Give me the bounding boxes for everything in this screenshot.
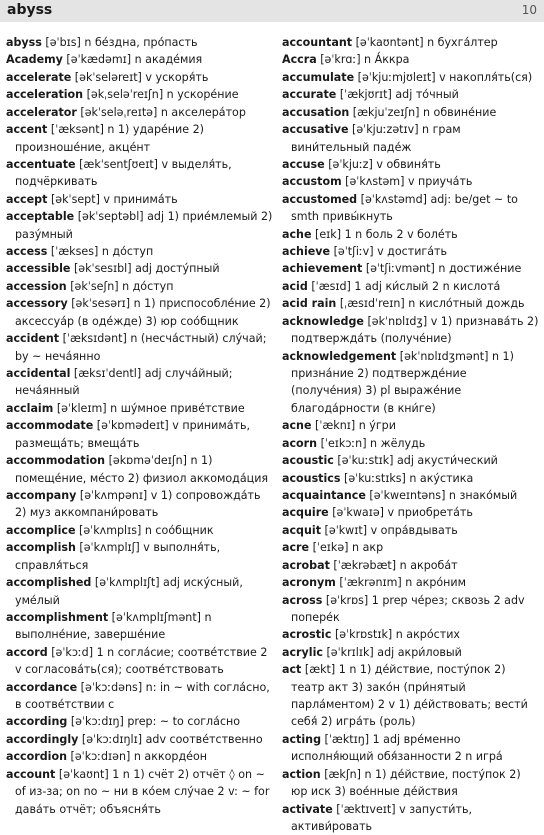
entry-definition: [əˈkʌmpənɪ] v 1) сопровожда́ть 2) муз аккомпани́ровать <box>15 488 261 520</box>
entry-headword: Academy <box>6 53 63 67</box>
dictionary-entry <box>282 348 540 418</box>
dictionary-entry <box>6 539 274 574</box>
dictionary-entry <box>6 156 274 191</box>
entry-headword: accomplish <box>6 541 76 555</box>
entry-headword: acrostic <box>282 628 332 642</box>
entry-definition: [əkˈsept] v принима́ть <box>47 192 178 206</box>
entry-definition: [ækjuˈzeɪʃn] n обвине́ние <box>349 105 497 119</box>
entry-definition: [əkˌseləˈreɪʃn] n ускоре́ние <box>83 88 239 102</box>
entry-headword: acclaim <box>6 401 54 415</box>
entry-headword: accuse <box>282 157 325 171</box>
dictionary-entry <box>6 766 274 818</box>
dictionary-entry <box>282 626 540 643</box>
entry-definition: [əˈkleɪm] n шу́мное приве́тствие <box>53 401 245 415</box>
dictionary-entry <box>6 679 274 714</box>
entry-definition: [ˈæksɪdənt] n (несча́стный) слу́чай; by ~ неча́янно <box>15 332 267 363</box>
dictionary-entry <box>282 156 540 173</box>
entry-definition: [əˈkɔːdɪŋ] prep: ~ to согла́сно <box>67 715 241 729</box>
dictionary-entry <box>282 121 540 156</box>
page-number: 10 <box>521 3 537 17</box>
entry-definition: [əˈkwaɪə] v приобрета́ть <box>328 506 473 520</box>
dictionary-entry <box>6 69 274 86</box>
entry-headword: achieve <box>282 245 331 259</box>
dictionary-entry <box>6 365 274 400</box>
dictionary-entry <box>282 557 540 574</box>
entry-headword: accustomed <box>282 192 358 206</box>
entry-definition: [əkˈseləreɪt] v ускоря́ть <box>71 70 209 84</box>
entry-headword: access <box>6 245 48 259</box>
entry-headword: account <box>6 767 56 781</box>
dictionary-entry <box>282 435 540 452</box>
dictionary-entry <box>6 574 274 609</box>
dictionary-entry <box>6 278 274 295</box>
entry-headword: acknowledgement <box>282 349 397 363</box>
dictionary-entry <box>6 609 274 644</box>
entry-definition: [ˌæsɪdˈreɪn] n кисло́тный дождь <box>336 297 525 311</box>
entry-definition: [əˈkjuːz] v обвиня́ть <box>324 157 441 171</box>
entry-definition: [əˈkuːstɪks] n аку́стика <box>340 471 474 485</box>
entry-definition: [əˈkrɪlɪk] adj акри́ловый <box>322 645 462 659</box>
dictionary-entry <box>282 243 540 260</box>
entry-headword: acoustics <box>282 471 341 485</box>
entry-headword: accordingly <box>6 732 79 746</box>
dictionary-entry <box>6 330 274 365</box>
entry-headword: across <box>282 593 323 607</box>
dictionary-entry <box>6 522 274 539</box>
entry-definition: [əˈkweɪntəns] n знако́мый <box>365 488 518 502</box>
entry-definition: [ˈæksənt] n 1) ударе́ние 2) произноше́ние, акце́нт <box>15 123 205 154</box>
dictionary-entry <box>6 104 274 121</box>
entry-headword: acting <box>282 732 322 746</box>
entry-headword: acceptable <box>6 210 75 224</box>
entry-definition: [əˈkjuːmjʊleɪt] v накопля́ть(ся) <box>354 70 533 84</box>
entry-definition: [eɪk] 1 n боль 2 v боле́ть <box>311 227 458 241</box>
entry-definition: [əˈtʃiːvmənt] n достиже́ние <box>362 262 522 276</box>
entry-headword: accidental <box>6 367 71 381</box>
dictionary-entry <box>282 522 540 539</box>
entry-definition: [əkˈseptəbl] adj 1) прие́млемый 2) разу́мный <box>15 210 273 241</box>
entry-definition: [əkɒməˈdeɪʃn] n 1) помеще́ние, ме́сто 2) физиол аккомода́ция <box>15 454 269 485</box>
entry-headword: act <box>282 663 302 677</box>
dictionary-entry <box>282 574 540 591</box>
entry-headword: acquire <box>282 506 329 520</box>
entry-headword: acid rain <box>282 297 337 311</box>
entry-definition: [ækˈsentʃʊeɪt] v выделя́ть, подчёркивать <box>15 157 232 189</box>
entry-definition: [əˈkuːstɪk] adj акусти́ческий <box>333 454 498 468</box>
entry-definition: [ˈæktɪŋ] 1 adj вре́менно исполня́ющий обя́занности 2 n игра́ <box>291 732 503 764</box>
entry-headword: accordion <box>6 750 67 764</box>
entry-headword: accordance <box>6 680 78 694</box>
entry-headword: accommodation <box>6 454 106 468</box>
dictionary-entry <box>282 766 540 801</box>
entry-headword: acoustic <box>282 454 334 468</box>
dictionary-entry <box>282 295 540 312</box>
entry-headword: accompany <box>6 488 77 502</box>
entry-definition: [ˈæktɪveɪt] v запусти́ть, активи́ровать <box>291 802 473 833</box>
entry-definition: [ˈækses] n до́ступ <box>47 245 154 259</box>
entry-definition: [əˈkrɒs] 1 prep че́рез; сквозь 2 adv попере́к <box>291 593 525 624</box>
entry-headword: acrylic <box>282 645 323 659</box>
entry-headword: acne <box>282 419 312 433</box>
entry-headword: acid <box>282 279 308 293</box>
dictionary-entry <box>282 86 540 103</box>
dictionary-entry <box>282 417 540 434</box>
entry-headword: acquaintance <box>282 488 366 502</box>
entry-definition: [ækʃn] n 1) де́йствие, посту́пок 2) юр иск 3) вое́нные де́йствия <box>291 767 521 799</box>
page-header <box>0 0 544 22</box>
right-column <box>282 34 540 835</box>
dictionary-entry <box>282 69 540 86</box>
entry-definition: [əkˈseʃn] n до́ступ <box>66 279 174 293</box>
entry-headword: accessible <box>6 262 71 276</box>
dictionary-entry <box>282 801 540 835</box>
entry-definition: [əkˈnɒlɪdʒmənt] n 1) призна́ние 2) подтвержде́ние (получе́ния) 3) pl выраже́ние благода́рности (в кни́ге) <box>291 349 514 415</box>
dictionary-entry <box>282 51 540 68</box>
dictionary-entry <box>6 121 274 156</box>
dictionary-entry <box>6 487 274 522</box>
entry-definition: [əˈkɔːdɪən] n аккорде́он <box>67 750 207 764</box>
entry-headword: accusative <box>282 123 349 137</box>
dictionary-entry <box>282 278 540 295</box>
dictionary-entry <box>6 86 274 103</box>
entry-headword: acquit <box>282 523 322 537</box>
entry-headword: action <box>282 767 321 781</box>
dictionary-entry <box>282 661 540 731</box>
dictionary-entry <box>282 539 540 556</box>
entry-definition: [əˈkʌmplɪʃmənt] n выполне́ние, заверше́ние <box>15 610 212 642</box>
entry-headword: accelerator <box>6 105 77 119</box>
entry-headword: accentuate <box>6 157 76 171</box>
entry-definition: [əkˈnɒlɪdʒ] v 1) признава́ть 2) подтвержда́ть (получе́ние) <box>291 314 539 346</box>
entry-definition: [əˈkwɪt] v опра́вдывать <box>321 523 458 537</box>
entry-headword: acknowledge <box>282 314 364 328</box>
entry-headword: accept <box>6 192 48 206</box>
entry-headword: Accra <box>282 53 317 67</box>
entry-definition: [ˈækrənɪm] n акро́ним <box>335 576 466 590</box>
dictionary-entry <box>282 104 540 121</box>
left-column <box>6 34 274 818</box>
entry-headword: acceleration <box>6 88 84 102</box>
running-headword: abyss <box>7 2 53 18</box>
dictionary-entry <box>6 208 274 243</box>
dictionary-entry <box>6 452 274 487</box>
entry-headword: accusation <box>282 105 350 119</box>
dictionary-entry <box>282 260 540 277</box>
entry-definition: [æksɪˈdentl] adj случа́йный; неча́янный <box>15 367 233 398</box>
entry-definition: [əˈkaʊntənt] n бухга́лтер <box>352 36 498 49</box>
entry-headword: accelerate <box>6 70 72 84</box>
dictionary-entry <box>282 644 540 661</box>
entry-headword: accurate <box>282 88 337 102</box>
entry-headword: acronym <box>282 576 336 590</box>
entry-headword: achievement <box>282 262 363 276</box>
entry-definition: [əˈkrɒstɪk] n акро́стих <box>331 628 460 642</box>
entry-headword: accent <box>6 123 48 137</box>
entry-definition: [ˈækjʊrɪt] adj то́чный <box>336 88 459 102</box>
entry-definition: [ˈeɪkə] n акр <box>309 541 384 555</box>
entry-headword: activate <box>282 802 333 816</box>
dictionary-entry <box>282 592 540 627</box>
entry-headword: accident <box>6 332 60 346</box>
entry-definition: [ˈækrəbæt] n акроба́т <box>329 558 458 572</box>
entry-definition: [ˈæknɪ] n у́гри <box>311 419 396 433</box>
dictionary-entry <box>282 504 540 521</box>
entry-headword: acorn <box>282 436 318 450</box>
entry-headword: accord <box>6 645 48 659</box>
dictionary-entry <box>6 417 274 452</box>
entry-headword: accomplice <box>6 523 76 537</box>
entry-headword: acre <box>282 541 310 555</box>
dictionary-entry <box>6 243 274 260</box>
entry-headword: accomplishment <box>6 610 109 624</box>
entry-headword: abyss <box>6 36 42 49</box>
dictionary-entry <box>6 260 274 277</box>
dictionary-entry <box>282 470 540 487</box>
entry-definition: [əˈbɪs] n бе́здна, про́пасть <box>41 36 198 49</box>
entry-definition: [əˈkɔːdɪŋlɪ] adv соотве́тственно <box>78 732 263 746</box>
entry-definition: [əˈkʌmplɪʃ] v выполня́ть, справля́ться <box>15 541 221 572</box>
entry-definition: [əˈkɒmədeɪt] v принима́ть, размеща́ть; вмеща́ть <box>15 419 251 450</box>
entry-definition: [ˈeɪkɔːn] n жёлудь <box>317 436 426 450</box>
dictionary-entry <box>6 713 274 730</box>
entry-headword: accommodate <box>6 419 94 433</box>
entry-definition: [əˈkædəmɪ] n акаде́мия <box>62 53 203 67</box>
entry-headword: according <box>6 715 68 729</box>
entry-definition: [əˈkjuːzətɪv] n грам вини́тельный паде́ж <box>291 123 461 154</box>
entry-definition: [əˈkʌstəmd] adj: be/get ~ to smth привы́кнуть <box>291 192 518 224</box>
dictionary-entry <box>282 173 540 190</box>
entry-definition: [əˈkʌstəm] v приуча́ть <box>341 175 473 189</box>
entry-definition: [əˈkrɑː] n А́ккра <box>316 53 410 67</box>
entry-definition: [ˈæsɪd] 1 adj ки́слый 2 n кислота́ <box>307 279 501 293</box>
entry-headword: ache <box>282 227 312 241</box>
dictionary-entry <box>282 731 540 766</box>
dictionary-entry <box>6 295 274 330</box>
entry-definition: [əˈkɔːdəns] n: in ~ with согла́сно, в соотве́тствии с <box>15 680 270 712</box>
dictionary-entry <box>282 226 540 243</box>
dictionary-entry <box>6 191 274 208</box>
entry-headword: accomplished <box>6 576 92 590</box>
entry-headword: accessory <box>6 297 68 311</box>
entry-definition: [əˈkʌmplɪʃt] adj иску́сный, уме́лый <box>15 576 243 607</box>
entry-definition: [əkˈsesɪbl] adj досту́пный <box>70 262 220 276</box>
entry-definition: [əˈkaʊnt] 1 n 1) счёт 2) отчёт ◊ on ~ of из-за; on no ~ ни в ко́ем слу́чае 2 v: ~ for дава́ть отчёт; объясня́ть <box>15 767 270 816</box>
dictionary-entry <box>282 452 540 469</box>
entry-definition: [əˈkʌmplɪs] n соо́бщник <box>75 523 214 537</box>
dictionary-entry <box>6 34 274 51</box>
dictionary-entry <box>282 313 540 348</box>
entry-definition: [ækt] 1 n 1) де́йствие, посту́пок 2) театр акт 3) зако́н (при́нятый парла́ментом) 2 v 1) де́йствовать; вести́ себя́ 2) игра́ть (роль) <box>291 663 528 729</box>
entry-headword: accession <box>6 279 67 293</box>
entry-headword: accustom <box>282 175 342 189</box>
dictionary-entry <box>6 644 274 679</box>
dictionary-entry <box>282 487 540 504</box>
entry-headword: accountant <box>282 36 353 49</box>
entry-definition: [əkˈsesərɪ] n 1) приспособле́ние 2) аксессуа́р (в оде́жде) 3) юр соо́бщник <box>15 297 271 328</box>
entry-headword: acrobat <box>282 558 330 572</box>
dictionary-entry <box>282 34 540 51</box>
entry-headword: accumulate <box>282 70 355 84</box>
dictionary-entry <box>282 191 540 226</box>
dictionary-entry <box>6 51 274 68</box>
entry-definition: [əkˈseləˌreɪtə] n акселера́тор <box>76 105 246 119</box>
entry-definition: [əˈkɔːd] 1 n согла́сие; соотве́тствие 2 v согласова́ть(ся); соотве́тствовать <box>15 645 268 677</box>
entry-definition: [əˈtʃiːv] v достига́ть <box>330 245 448 259</box>
dictionary-entry <box>6 400 274 417</box>
dictionary-entry <box>6 731 274 748</box>
dictionary-entry <box>6 748 274 765</box>
